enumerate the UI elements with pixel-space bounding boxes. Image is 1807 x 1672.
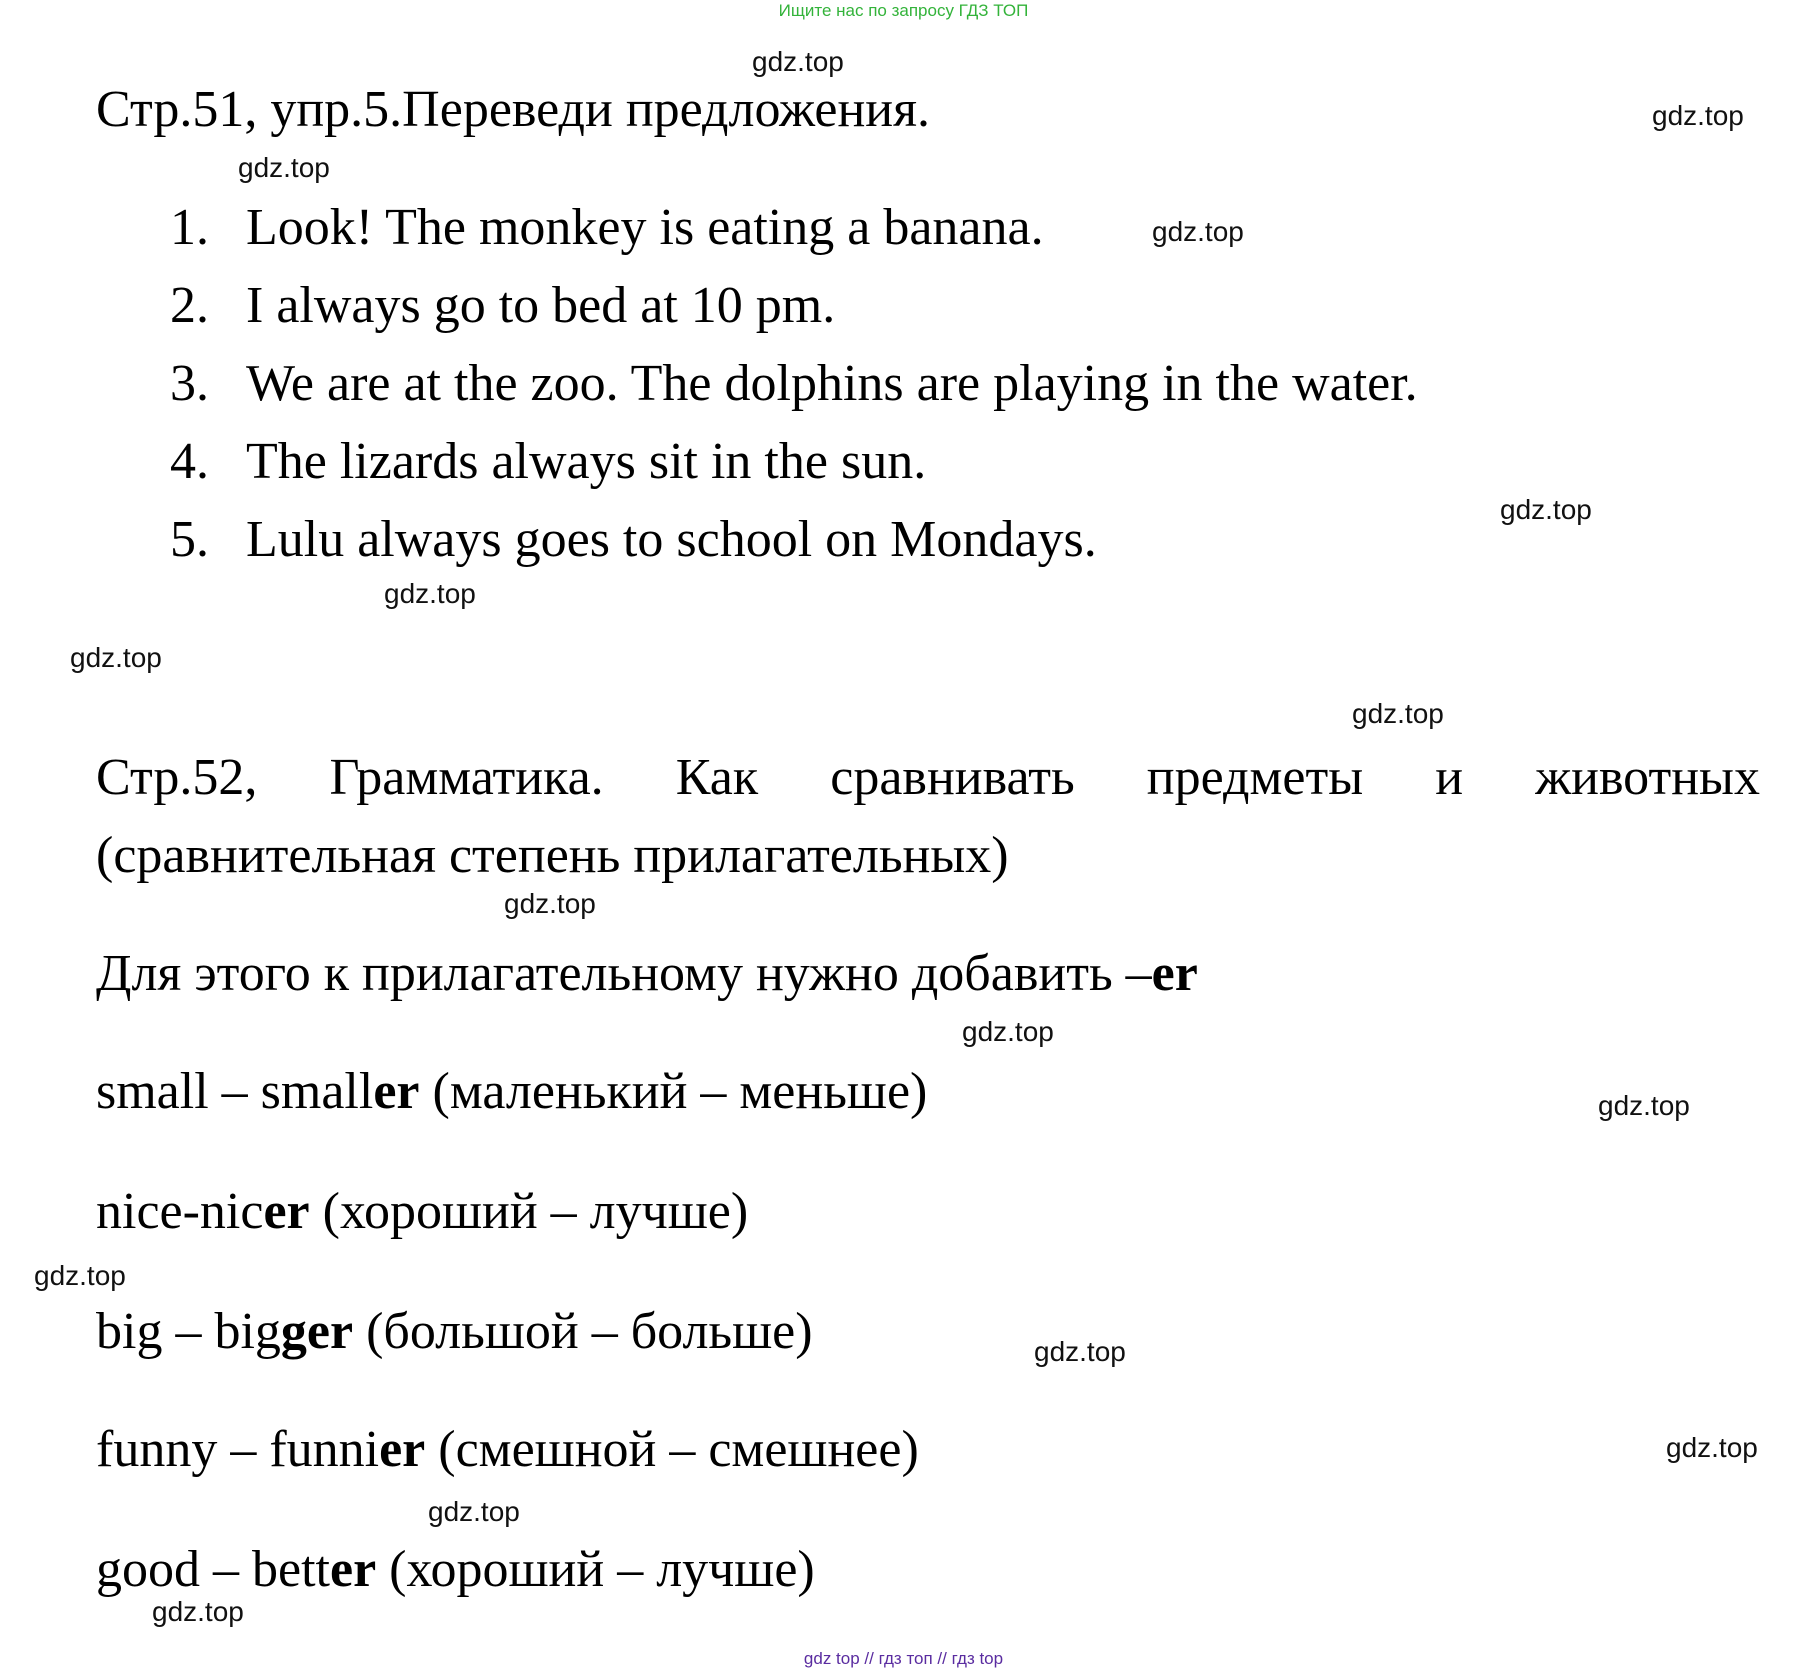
list-text: The lizards always sit in the sun. [246,433,927,490]
heading-word: сравнивать [830,749,1075,806]
example-post: (маленький – меньше) [419,1063,928,1120]
watermark: gdz.top [1152,216,1244,247]
watermark: gdz.top [1652,100,1744,131]
heading-word: Стр.52, [96,749,258,806]
list-item [170,276,835,336]
watermark: gdz.top [1352,698,1444,729]
watermark: gdz.top [504,888,596,919]
list-number: 5. [170,511,209,568]
heading-word: предметы [1146,749,1364,806]
example-line [96,1302,813,1362]
list-item [170,510,1097,570]
heading-word: Грамматика. [329,749,604,806]
example-suffix: er [373,1063,420,1120]
example-pre: big – big [96,1303,281,1360]
watermark: gdz.top [1666,1432,1758,1463]
example-line [96,1062,927,1122]
example-line [96,1540,815,1600]
list-text: I always go to bed at 10 pm. [246,277,836,334]
list-number: 1. [170,199,209,256]
example-pre: funny – funni [96,1421,380,1478]
heading-word: и [1435,749,1464,806]
footer: gdz top // гдз топ // гдз top [803,1649,1004,1668]
example-line [96,1182,748,1242]
list-text: We are at the zoo. The dolphins are playing in the water. [246,355,1418,412]
list-text: Look! The monkey is eating a banana. [246,199,1044,256]
section1-heading: Стр.51, упр.5.Переведи предложения. [96,81,931,138]
watermark: gdz.top [70,642,162,673]
example-suffix: er [379,1421,426,1478]
list-number: 2. [170,277,209,334]
example-pre: good – bett [96,1541,330,1598]
example-suffix: er [329,1541,377,1598]
watermark: gdz.top [752,46,844,77]
example-post: (хороший – лучше) [376,1541,815,1598]
example-pre: small – small [96,1063,374,1120]
example-pre: nice-nic [96,1183,264,1240]
watermark: gdz.top [34,1260,126,1291]
list-number: 3. [170,355,209,412]
rule-suffix: er [1151,945,1198,1002]
section2-heading-line2: (сравнительная степень прилагательных) [96,827,1009,884]
rule-text [96,944,1198,1004]
watermark: gdz.top [962,1016,1054,1047]
watermark: gdz.top [152,1596,244,1627]
watermark: gdz.top [428,1496,520,1527]
rule-main: Для этого к прилагательному нужно добавить – [96,945,1152,1002]
example-post: (смешной – смешнее) [425,1421,919,1478]
list-number: 4. [170,433,209,490]
watermark: gdz.top [1034,1336,1126,1367]
watermark: gdz.top [1598,1090,1690,1121]
section2-heading-line1 [96,748,1760,808]
heading-word: животных [1535,749,1760,806]
heading-word: Как [675,749,759,806]
list-text: Lulu always goes to school on Mondays. [246,511,1097,568]
list-item [170,432,926,492]
example-suffix: ger [280,1303,354,1360]
example-suffix: er [263,1183,310,1240]
watermark: gdz.top [1500,494,1592,525]
watermark: gdz.top [238,152,330,183]
example-post: (хороший – лучше) [309,1183,749,1240]
example-line [96,1420,919,1480]
list-item [170,354,1418,414]
watermark: gdz.top [384,578,476,609]
list-item [170,198,1044,258]
top-banner: Ищите нас по запросу ГДЗ ТОП [778,1,1029,20]
example-post: (большой – больше) [353,1303,813,1360]
